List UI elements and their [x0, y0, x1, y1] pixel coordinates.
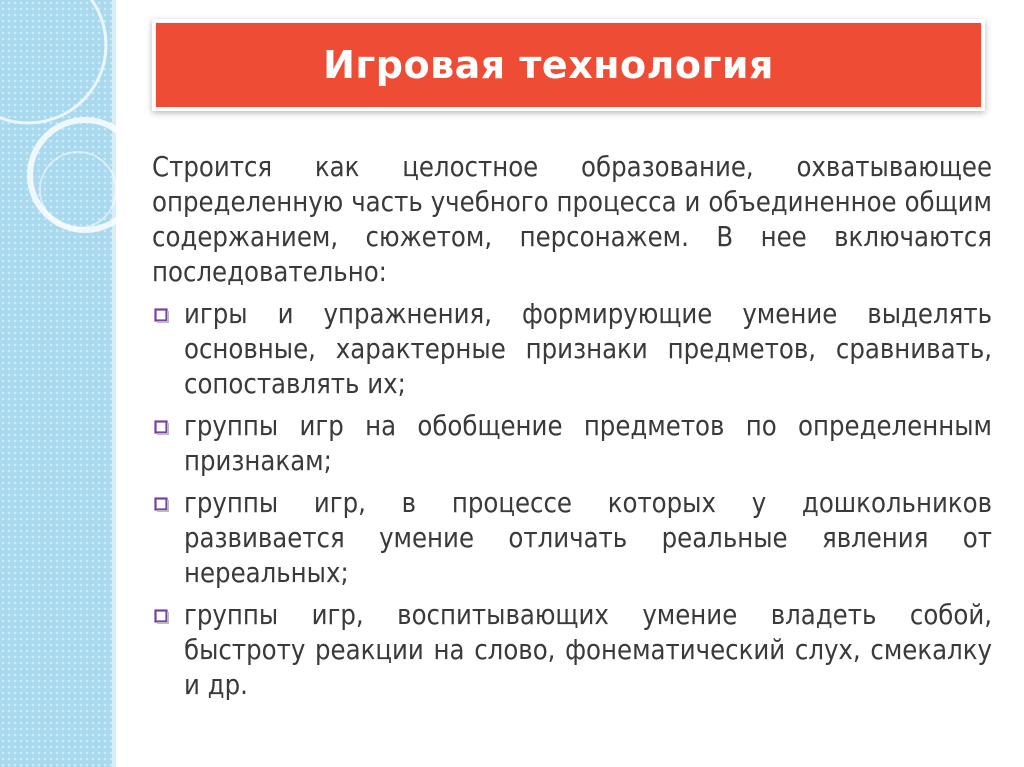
intro-paragraph: Строится как целостное образование, охватывающее определенную часть учебного процесса и объединенное общим содержанием, сюжетом, персонажем. В нее включаются последовательно:: [152, 152, 992, 288]
bullet-list: [152, 297, 992, 703]
list-item-text: игры и упражнения, формирующие умение выделять основные, характерные признаки предметов, сравнивать, сопоставлять их;: [184, 299, 992, 400]
title-banner: [155, 22, 982, 108]
slide-body: [152, 150, 992, 703]
list-item: [152, 409, 992, 479]
decorative-rings: [0, 0, 116, 767]
hollow-square-icon: [154, 420, 169, 435]
hollow-square-icon: [154, 497, 169, 512]
list-item: [152, 297, 992, 402]
hollow-square-icon: [154, 308, 169, 323]
list-item: [152, 598, 992, 703]
list-item-text: группы игр на обобщение предметов по определенным признакам;: [184, 411, 992, 477]
list-item-text: группы игр, воспитывающих умение владеть собой, быстроту реакции на слово, фонематический слух, смекалку и др.: [184, 600, 992, 701]
hollow-square-icon: [154, 609, 169, 624]
list-item: [152, 486, 992, 591]
slide-title: Игровая технология: [323, 43, 774, 87]
list-item-text: группы игр, в процессе которых у дошкольников развивается умение отличать реальные явления от нереальных;: [184, 488, 992, 589]
